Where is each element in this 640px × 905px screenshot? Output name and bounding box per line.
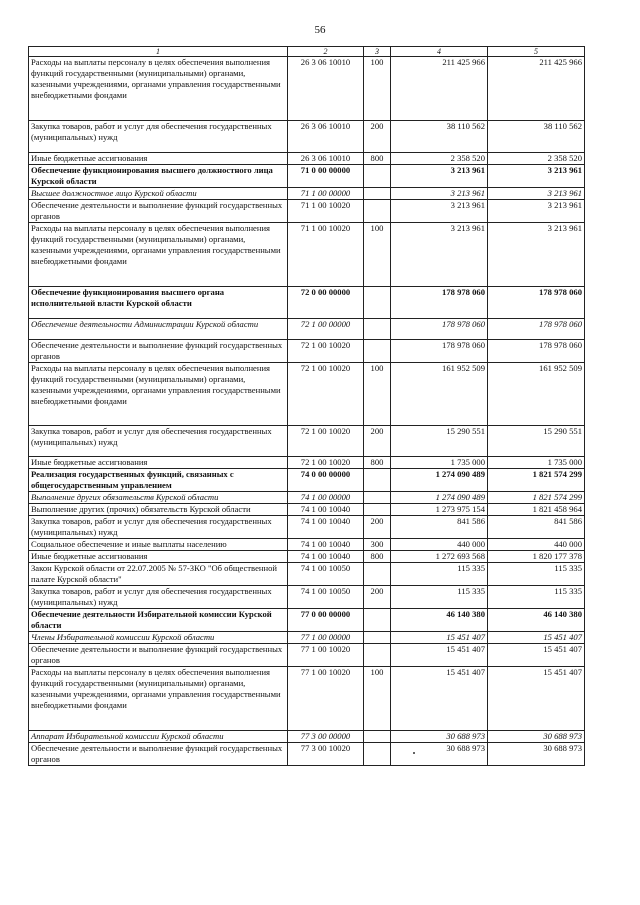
- row-expense-type-cell: [364, 609, 391, 632]
- row-amount-col5-cell: 1 821 574 299: [488, 492, 585, 504]
- row-code-cell: 72 1 00 10020: [288, 340, 364, 363]
- row-amount-col4-cell: 30 688 973: [391, 743, 488, 766]
- table-row: [29, 319, 585, 340]
- row-code-cell: 74 0 00 00000: [288, 469, 364, 492]
- row-name-cell: Иные бюджетные ассигнования: [29, 457, 288, 469]
- row-code-cell: 77 3 00 00000: [288, 731, 364, 743]
- table-row: [29, 492, 585, 504]
- row-amount-col4-cell: 211 425 966: [391, 57, 488, 121]
- table-row: [29, 153, 585, 165]
- table-row: [29, 731, 585, 743]
- row-expense-type-cell: [364, 731, 391, 743]
- row-amount-col4-cell: 1 274 090 489: [391, 492, 488, 504]
- row-name-cell: Обеспечение деятельности и выполнение функций государственных органов: [29, 340, 288, 363]
- row-code-cell: 26 3 06 10010: [288, 121, 364, 153]
- row-expense-type-cell: 200: [364, 516, 391, 539]
- row-amount-col5-cell: 15 451 407: [488, 644, 585, 667]
- row-expense-type-cell: [364, 188, 391, 200]
- row-name-cell: Обеспечение деятельности и выполнение функций государственных органов: [29, 200, 288, 223]
- table-row: [29, 743, 585, 766]
- row-name-cell: Расходы на выплаты персоналу в целях обеспечения выполнения функций государственными (муниципальными) органами, казенными учреждениями, органами управления государственными внебюджетными фондами: [29, 363, 288, 426]
- row-expense-type-cell: [364, 165, 391, 188]
- row-amount-col5-cell: 3 213 961: [488, 223, 585, 287]
- row-amount-col4-cell: 3 213 961: [391, 223, 488, 287]
- row-expense-type-cell: [364, 743, 391, 766]
- row-name-cell: Члены Избирательной комиссии Курской области: [29, 632, 288, 644]
- row-amount-col5-cell: 1 820 177 378: [488, 551, 585, 563]
- row-code-cell: 77 1 00 10020: [288, 644, 364, 667]
- row-amount-col4-cell: 115 335: [391, 586, 488, 609]
- row-expense-type-cell: 100: [364, 223, 391, 287]
- row-name-cell: Аппарат Избирательной комиссии Курской области: [29, 731, 288, 743]
- row-code-cell: 26 3 06 10010: [288, 57, 364, 121]
- row-name-cell: Закупка товаров, работ и услуг для обеспечения государственных (муниципальных) нужд: [29, 516, 288, 539]
- row-expense-type-cell: 200: [364, 426, 391, 457]
- row-name-cell: Расходы на выплаты персоналу в целях обеспечения выполнения функций государственными (муниципальными) органами, казенными учреждениями, органами управления государственными внебюджетными фондами: [29, 223, 288, 287]
- table-row: [29, 200, 585, 223]
- row-code-cell: 74 1 00 00000: [288, 492, 364, 504]
- row-code-cell: 72 1 00 10020: [288, 426, 364, 457]
- row-amount-col4-cell: 1 274 090 489: [391, 469, 488, 492]
- row-amount-col4-cell: 115 335: [391, 563, 488, 586]
- row-code-cell: 72 0 00 00000: [288, 287, 364, 319]
- row-name-cell: Социальное обеспечение и иные выплаты населению: [29, 539, 288, 551]
- column-header-2: 2: [288, 47, 364, 57]
- row-amount-col4-cell: 3 213 961: [391, 165, 488, 188]
- table-row: [29, 340, 585, 363]
- row-amount-col5-cell: 440 000: [488, 539, 585, 551]
- table-row: [29, 539, 585, 551]
- row-amount-col4-cell: 841 586: [391, 516, 488, 539]
- row-code-cell: 71 1 00 10020: [288, 200, 364, 223]
- row-amount-col4-cell: 178 978 060: [391, 319, 488, 340]
- row-code-cell: 74 1 00 10050: [288, 563, 364, 586]
- row-amount-col4-cell: 1 735 000: [391, 457, 488, 469]
- table-row: [29, 667, 585, 731]
- row-amount-col4-cell: 38 110 562: [391, 121, 488, 153]
- row-name-cell: Иные бюджетные ассигнования: [29, 551, 288, 563]
- row-amount-col5-cell: 30 688 973: [488, 731, 585, 743]
- table-row: [29, 644, 585, 667]
- table-row: [29, 363, 585, 426]
- row-expense-type-cell: 100: [364, 363, 391, 426]
- row-name-cell: Закупка товаров, работ и услуг для обеспечения государственных (муниципальных) нужд: [29, 121, 288, 153]
- row-amount-col4-cell: 15 290 551: [391, 426, 488, 457]
- table-row: [29, 504, 585, 516]
- row-code-cell: 72 1 00 00000: [288, 319, 364, 340]
- row-expense-type-cell: 200: [364, 121, 391, 153]
- row-amount-col5-cell: 178 978 060: [488, 319, 585, 340]
- row-code-cell: 71 0 00 00000: [288, 165, 364, 188]
- column-header-3: 3: [364, 47, 391, 57]
- row-amount-col5-cell: 1 821 574 299: [488, 469, 585, 492]
- row-amount-col5-cell: 115 335: [488, 586, 585, 609]
- row-amount-col4-cell: 1 273 975 154: [391, 504, 488, 516]
- row-expense-type-cell: 300: [364, 539, 391, 551]
- row-amount-col5-cell: 841 586: [488, 516, 585, 539]
- table-row: [29, 563, 585, 586]
- row-amount-col5-cell: 178 978 060: [488, 340, 585, 363]
- row-amount-col4-cell: 178 978 060: [391, 340, 488, 363]
- row-amount-col5-cell: 46 140 380: [488, 609, 585, 632]
- row-amount-col4-cell: 1 272 693 568: [391, 551, 488, 563]
- row-expense-type-cell: [364, 340, 391, 363]
- row-name-cell: Обеспечение функционирования высшего должностного лица Курской области: [29, 165, 288, 188]
- row-amount-col5-cell: 211 425 966: [488, 57, 585, 121]
- row-amount-col4-cell: 3 213 961: [391, 200, 488, 223]
- row-amount-col4-cell: 161 952 509: [391, 363, 488, 426]
- row-amount-col4-cell: 46 140 380: [391, 609, 488, 632]
- row-amount-col4-cell: 2 358 520: [391, 153, 488, 165]
- table-row: [29, 586, 585, 609]
- row-name-cell: Закупка товаров, работ и услуг для обеспечения государственных (муниципальных) нужд: [29, 586, 288, 609]
- row-expense-type-cell: [364, 644, 391, 667]
- column-header-4: 4: [391, 47, 488, 57]
- column-header-5: 5: [488, 47, 585, 57]
- row-amount-col5-cell: 15 451 407: [488, 632, 585, 644]
- row-name-cell: Иные бюджетные ассигнования: [29, 153, 288, 165]
- row-name-cell: Закон Курской области от 22.07.2005 № 57-ЗКО "Об общественной палате Курской области": [29, 563, 288, 586]
- table-header-row: [29, 47, 585, 57]
- row-amount-col5-cell: 3 213 961: [488, 200, 585, 223]
- row-expense-type-cell: [364, 319, 391, 340]
- row-amount-col5-cell: 30 688 973: [488, 743, 585, 766]
- page-number: 56: [314, 24, 326, 36]
- row-amount-col5-cell: 3 213 961: [488, 165, 585, 188]
- table-row: [29, 165, 585, 188]
- scan-speck: [413, 752, 415, 754]
- row-expense-type-cell: [364, 632, 391, 644]
- row-name-cell: Обеспечение функционирования высшего органа исполнительной власти Курской области: [29, 287, 288, 319]
- table-row: [29, 287, 585, 319]
- table-row: [29, 609, 585, 632]
- row-amount-col5-cell: 15 451 407: [488, 667, 585, 731]
- row-amount-col5-cell: 2 358 520: [488, 153, 585, 165]
- row-name-cell: Расходы на выплаты персоналу в целях обеспечения выполнения функций государственными (муниципальными) органами, казенными учреждениями, органами управления государственными внебюджетными фондами: [29, 57, 288, 121]
- row-code-cell: 74 1 00 10040: [288, 504, 364, 516]
- row-amount-col5-cell: 1 735 000: [488, 457, 585, 469]
- row-name-cell: Обеспечение деятельности и выполнение функций государственных органов: [29, 743, 288, 766]
- table-row: [29, 469, 585, 492]
- row-amount-col4-cell: 15 451 407: [391, 644, 488, 667]
- row-expense-type-cell: 100: [364, 57, 391, 121]
- table-row: [29, 57, 585, 121]
- table-row: [29, 632, 585, 644]
- row-amount-col4-cell: 15 451 407: [391, 632, 488, 644]
- table-row: [29, 121, 585, 153]
- row-expense-type-cell: 100: [364, 667, 391, 731]
- row-code-cell: 77 0 00 00000: [288, 609, 364, 632]
- row-name-cell: Выполнение других обязательств Курской области: [29, 492, 288, 504]
- row-expense-type-cell: 800: [364, 551, 391, 563]
- column-header-1: 1: [29, 47, 288, 57]
- row-code-cell: 71 1 00 10020: [288, 223, 364, 287]
- row-amount-col5-cell: 3 213 961: [488, 188, 585, 200]
- row-code-cell: 74 1 00 10040: [288, 516, 364, 539]
- row-name-cell: Обеспечение деятельности Избирательной комиссии Курской области: [29, 609, 288, 632]
- row-amount-col4-cell: 178 978 060: [391, 287, 488, 319]
- row-code-cell: 72 1 00 10020: [288, 363, 364, 426]
- row-amount-col4-cell: 30 688 973: [391, 731, 488, 743]
- table-row: [29, 223, 585, 287]
- table-row: [29, 516, 585, 539]
- row-name-cell: Расходы на выплаты персоналу в целях обеспечения выполнения функций государственными (муниципальными) органами, казенными учреждениями, органами управления государственными внебюджетными фондами: [29, 667, 288, 731]
- table-row: [29, 457, 585, 469]
- row-expense-type-cell: 200: [364, 586, 391, 609]
- row-amount-col5-cell: 178 978 060: [488, 287, 585, 319]
- row-expense-type-cell: [364, 287, 391, 319]
- table-row: [29, 188, 585, 200]
- row-code-cell: 74 1 00 10040: [288, 539, 364, 551]
- row-amount-col4-cell: 3 213 961: [391, 188, 488, 200]
- budget-table: [28, 46, 585, 766]
- row-expense-type-cell: 800: [364, 457, 391, 469]
- row-expense-type-cell: [364, 563, 391, 586]
- row-amount-col5-cell: 115 335: [488, 563, 585, 586]
- table-row: [29, 551, 585, 563]
- row-amount-col5-cell: 1 821 458 964: [488, 504, 585, 516]
- row-code-cell: 77 1 00 10020: [288, 667, 364, 731]
- row-code-cell: 77 3 00 10020: [288, 743, 364, 766]
- row-amount-col5-cell: 161 952 509: [488, 363, 585, 426]
- row-expense-type-cell: [364, 504, 391, 516]
- row-amount-col4-cell: 15 451 407: [391, 667, 488, 731]
- row-code-cell: 72 1 00 10020: [288, 457, 364, 469]
- row-code-cell: 71 1 00 00000: [288, 188, 364, 200]
- row-name-cell: Выполнение других (прочих) обязательств Курской области: [29, 504, 288, 516]
- row-amount-col5-cell: 15 290 551: [488, 426, 585, 457]
- row-expense-type-cell: [364, 492, 391, 504]
- row-amount-col5-cell: 38 110 562: [488, 121, 585, 153]
- row-amount-col4-cell: 440 000: [391, 539, 488, 551]
- row-expense-type-cell: [364, 469, 391, 492]
- row-name-cell: Реализация государственных функций, связанных с общегосударственным управлением: [29, 469, 288, 492]
- row-code-cell: 77 1 00 00000: [288, 632, 364, 644]
- row-name-cell: Обеспечение деятельности Администрации Курской области: [29, 319, 288, 340]
- row-name-cell: Высшее должностное лицо Курской области: [29, 188, 288, 200]
- table-row: [29, 426, 585, 457]
- row-code-cell: 26 3 06 10010: [288, 153, 364, 165]
- row-code-cell: 74 1 00 10050: [288, 586, 364, 609]
- row-expense-type-cell: [364, 200, 391, 223]
- row-name-cell: Обеспечение деятельности и выполнение функций государственных органов: [29, 644, 288, 667]
- row-code-cell: 74 1 00 10040: [288, 551, 364, 563]
- row-name-cell: Закупка товаров, работ и услуг для обеспечения государственных (муниципальных) нужд: [29, 426, 288, 457]
- row-expense-type-cell: 800: [364, 153, 391, 165]
